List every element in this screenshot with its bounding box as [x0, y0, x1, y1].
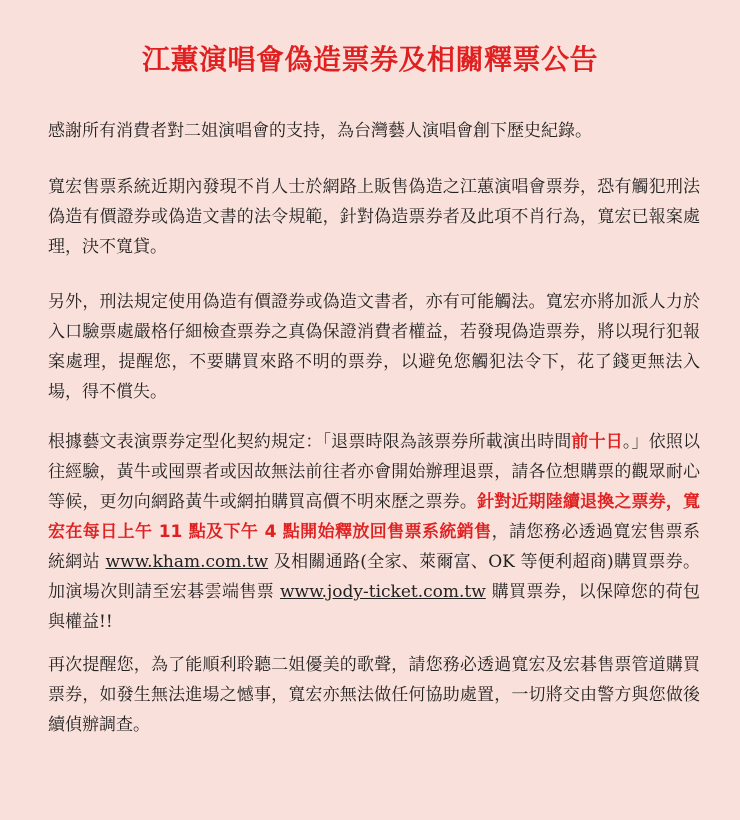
refund-policy-text-4: 及相關通路(全家、萊爾富、OK 等便利超商)購買票券。加演場次則請至宏碁雲端售票: [48, 552, 700, 602]
paragraph-thanks: 感謝所有消費者對二姐演唱會的支持，為台灣藝人演唱會創下歷史紀錄。: [48, 121, 592, 141]
paragraph-legal-notice: 另外，刑法規定使用偽造有價證券或偽造文書者，亦有可能觸法。寬宏亦將加派人力於入口驗票處嚴格仔細檢查票券之真偽保證消費者權益，若發現偽造票券，將以現行犯報案處理，提醒您，不要購買來路不明的票券，以避免您觸犯法令下，花了錢更無法入場，得不償失。: [48, 292, 700, 402]
refund-deadline-highlight: 前十日: [571, 432, 623, 452]
kham-website-link[interactable]: www.kham.com.tw: [105, 552, 269, 572]
paragraph-counterfeit-warning: 寬宏售票系統近期內發現不肖人士於網路上販售偽造之江蕙演唱會票券，恐有觸犯刑法偽造有價證券或偽造文書的法令規範，針對偽造票券者及此項不肖行為，寬宏已報案處理，決不寬貸。: [48, 177, 700, 257]
refund-policy-text-5: 購買票券，以保障您的荷包與權益!!: [48, 582, 700, 632]
paragraph-final-reminder: 再次提醒您，為了能順利聆聽二姐優美的歌聲，請您務必透過寬宏及宏碁售票管道購買票券，如發生無法進場之憾事，寬宏亦無法做任何協助處置，一切將交由警方與您做後續偵辦調查。: [48, 655, 700, 735]
refund-policy-text-3: ，請您務必透過寬宏售票系統網站: [48, 522, 701, 572]
announcement-title: 江蕙演唱會偽造票券及相關釋票公告: [141, 43, 598, 76]
jody-ticket-website-link[interactable]: www.jody-ticket.com.tw: [279, 582, 486, 602]
refund-policy-text-1: 根據藝文表演票券定型化契約規定：「退票時限為該票券所載演出時間: [48, 432, 572, 452]
ticket-release-highlight: 針對近期陸續退換之票券，寬宏在每日上午 11 點及下午 4 點開始釋放回售票系統銷售: [48, 492, 701, 542]
refund-policy-text-2: 。」依照以往經驗，黃牛或囤票者或因故無法前往者亦會開始辦理退票，請各位想購票的觀眾耐心等候，更勿向網路黃牛或網拍購買高價不明來歷之票券。: [48, 432, 701, 512]
paragraph-refund-policy: [48, 427, 700, 637]
